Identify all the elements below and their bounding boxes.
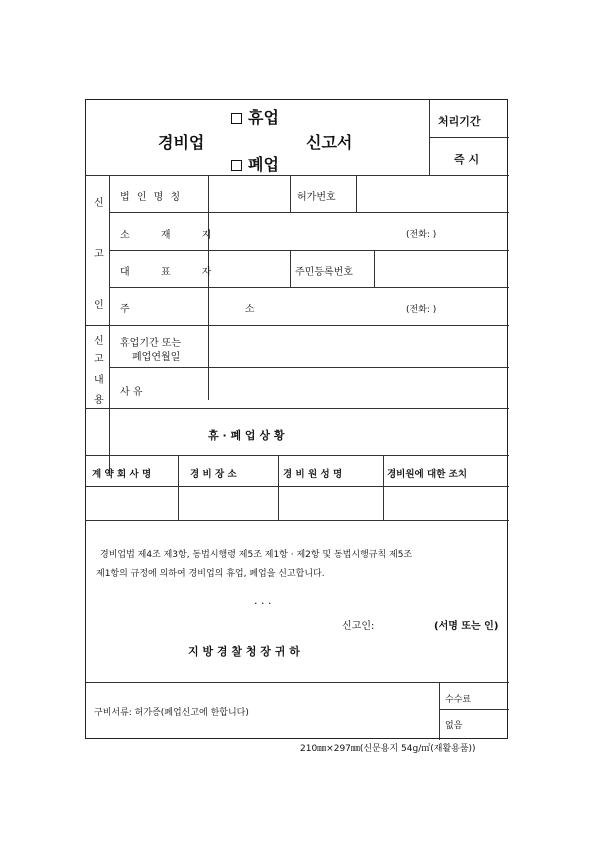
period-label: 휴업기간 또는 (120, 338, 182, 349)
status-column-place: 경 비 장 소 (190, 469, 237, 480)
status-column-action: 경비원에 대한 조치 (387, 469, 468, 480)
processing-period-value: 즉 시 (454, 153, 480, 166)
divider (429, 137, 509, 138)
permit-number-label: 허가번호 (297, 192, 336, 203)
divider (439, 709, 509, 710)
location-phone: (전화: ) (406, 230, 437, 240)
reason-label: 사 유 (120, 387, 143, 398)
required-documents: 구비서류: 허가증(폐업신고에 한합니다) (94, 708, 249, 718)
address-field[interactable] (209, 288, 507, 324)
permit-number-field[interactable] (357, 176, 507, 212)
report-section-label: 고 (94, 354, 104, 365)
status-cell-action[interactable] (384, 487, 507, 519)
fee-value: 없음 (445, 721, 463, 731)
reporter-field[interactable] (378, 612, 428, 630)
report-section-label: 신 (94, 336, 104, 347)
option-close[interactable]: 폐업 (231, 152, 279, 175)
report-form (85, 99, 508, 739)
location-field[interactable] (209, 213, 507, 249)
reporter-label: 신고인: (342, 621, 375, 632)
representative-field[interactable] (209, 251, 289, 287)
status-column-company: 계 약 회 사 명 (92, 469, 152, 480)
divider (86, 520, 509, 521)
period-field[interactable] (209, 326, 507, 366)
report-section-label: 내 (94, 375, 104, 386)
divider (439, 682, 440, 740)
checkbox-close-icon[interactable] (231, 160, 242, 171)
divider (86, 455, 509, 456)
location-label: 소 재 지 (120, 230, 226, 241)
checkbox-suspend-icon[interactable] (231, 113, 242, 124)
status-cell-company[interactable] (87, 487, 177, 519)
divider (86, 682, 509, 683)
resident-number-field[interactable] (375, 251, 507, 287)
form-title-left: 경비업 (158, 133, 205, 152)
status-column-guard-name: 경 비 원 성 명 (283, 469, 343, 480)
divider (86, 408, 509, 409)
corp-name-field[interactable] (209, 176, 289, 212)
signature-label: (서명 또는 인) (434, 621, 499, 632)
applicant-section-label: 인 (94, 300, 104, 311)
status-cell-guard-name[interactable] (279, 487, 382, 519)
status-section-title: 휴 · 폐 업 상 황 (208, 429, 285, 442)
address-phone: (전화: ) (406, 305, 437, 315)
recipient: 지 방 경 찰 청 장 귀 하 (188, 645, 300, 658)
resident-number-label: 주민등록번호 (295, 267, 353, 278)
reason-field[interactable] (209, 368, 507, 407)
divider (290, 250, 291, 287)
applicant-section-label: 신 (94, 198, 104, 209)
processing-period-label: 처리기간 (438, 115, 481, 128)
form-title-right: 신고서 (306, 133, 353, 152)
representative-label: 대 표 자 (120, 267, 226, 278)
paper-spec: 210㎜×297㎜(신문용지 54g/㎡(재활용품)) (300, 744, 476, 754)
address-label: 주 소 (120, 304, 311, 315)
option-suspend[interactable]: 휴업 (231, 105, 279, 128)
divider (290, 175, 291, 212)
corp-name-label: 법 인 명 칭 (120, 192, 183, 203)
declaration-line: 제1항의 규정에 의하여 경비업의 휴업, 폐업을 신고합니다. (96, 569, 325, 579)
applicant-section-label: 고 (94, 249, 104, 260)
declaration-line: 경비업법 제4조 제3항, 동법시행령 제5조 제1항 · 제2항 및 동법시행규칙 제5조 (100, 550, 413, 560)
report-section-label: 용 (94, 395, 104, 406)
date-line: . . . (254, 594, 272, 607)
fee-label: 수수료 (445, 695, 472, 705)
status-cell-place[interactable] (179, 487, 277, 519)
period-label-second-line: 폐업연월일 (132, 352, 181, 363)
